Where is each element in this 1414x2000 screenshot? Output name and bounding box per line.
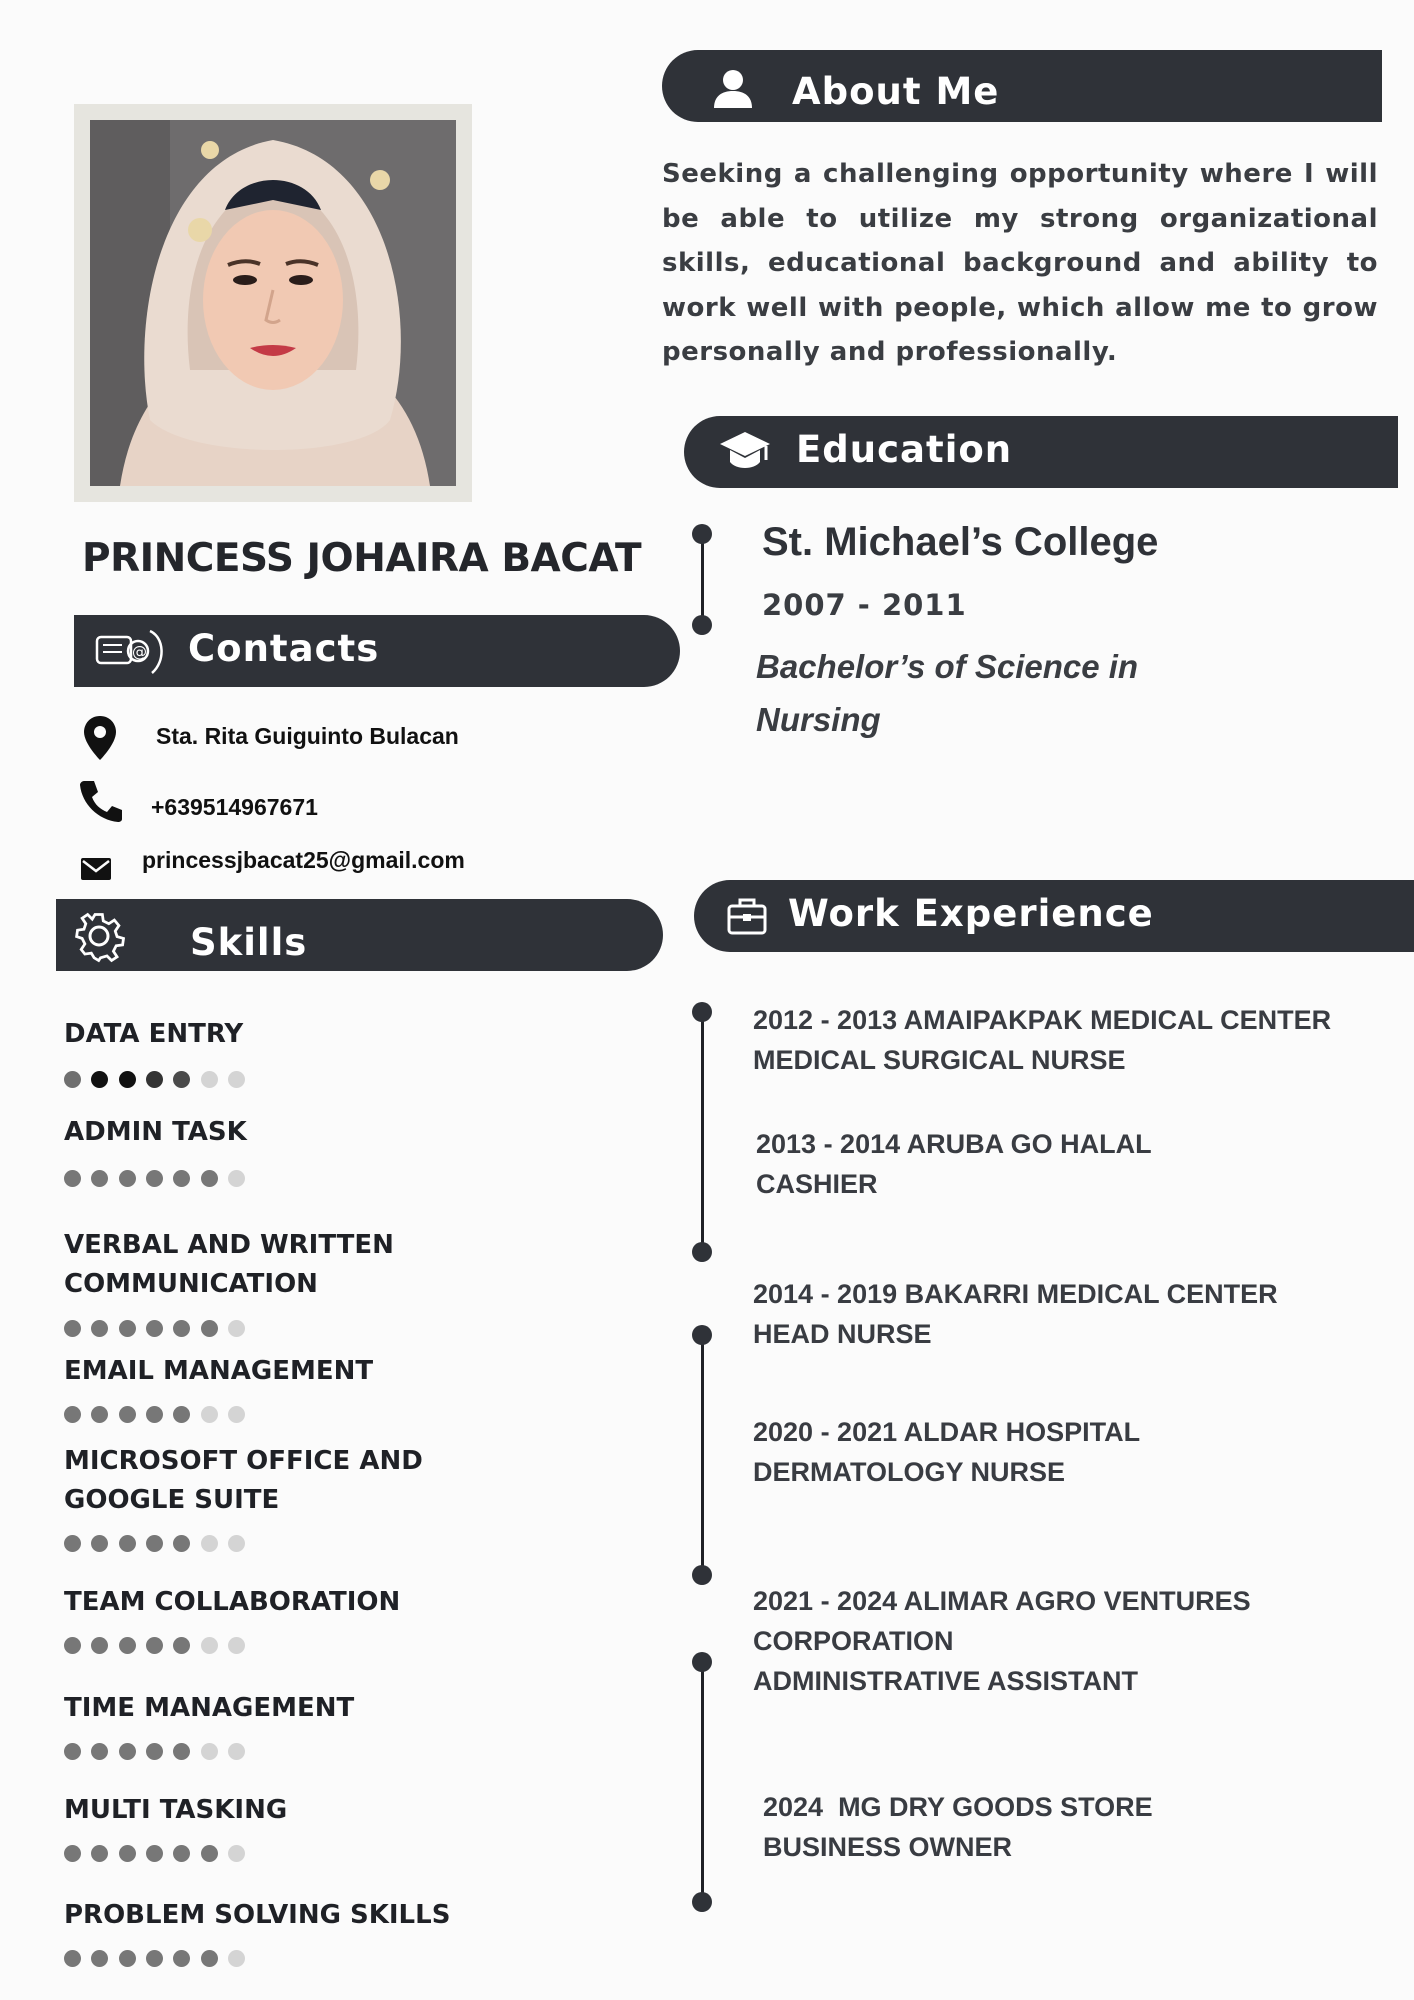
work-entry-line1: 2020 - 2021 ALDAR HOSPITAL <box>753 1417 1141 1447</box>
svg-text:@: @ <box>132 643 147 661</box>
work-entry-line1: 2013 - 2014 ARUBA GO HALAL <box>756 1129 1152 1159</box>
contacts-header <box>74 615 680 687</box>
education-timeline-line <box>701 534 704 626</box>
skill-dot <box>119 1637 136 1654</box>
skill-dot <box>64 1406 81 1423</box>
full-name: PRINCESS JOHAIRA BACAT <box>82 536 642 581</box>
skill-dot <box>91 1320 108 1337</box>
skill-dot <box>119 1071 136 1088</box>
about-text: Seeking a challenging opportunity where I will be able to utilize my strong organizational skills, educational background and ability to work well with people, which allow me to grow personally and professionally. <box>662 159 1378 367</box>
skill-dot <box>64 1845 81 1862</box>
skill-dot <box>201 1170 218 1187</box>
skill-dot <box>64 1170 81 1187</box>
skill-dot <box>173 1406 190 1423</box>
skill-dot <box>119 1743 136 1760</box>
education-title: Education <box>796 428 1013 471</box>
skill-dot <box>91 1637 108 1654</box>
contact-email[interactable]: princessjbacat25@gmail.com <box>142 847 465 873</box>
profile-photo-frame <box>74 104 472 502</box>
skill-dot <box>119 1320 136 1337</box>
work-entry-line2: MEDICAL SURGICAL NURSE <box>753 1045 1126 1075</box>
skill-name: ADMIN TASK <box>64 1117 247 1147</box>
skill-dot <box>146 1406 163 1423</box>
skill-dot <box>91 1950 108 1967</box>
skill-dot <box>91 1406 108 1423</box>
skills-header <box>56 899 663 971</box>
skill-dot <box>64 1535 81 1552</box>
skill-dot <box>173 1743 190 1760</box>
timeline-dot <box>692 1892 712 1912</box>
skill-dot <box>201 1320 218 1337</box>
work-entry-line2: HEAD NURSE <box>753 1319 932 1349</box>
skill-dot <box>64 1743 81 1760</box>
skill-dot <box>146 1950 163 1967</box>
work-entry-line1: 2012 - 2013 AMAIPAKPAK MEDICAL CENTER <box>753 1005 1332 1035</box>
about-header <box>662 50 1382 122</box>
skill-dot <box>119 1170 136 1187</box>
work-entry-line1: 2024 MG DRY GOODS STORE <box>763 1792 1153 1822</box>
skill-name: PROBLEM SOLVING SKILLS <box>64 1900 451 1930</box>
skill-dot <box>146 1170 163 1187</box>
skill-dot <box>228 1637 245 1654</box>
work-entry <box>763 1787 1153 1867</box>
skill-dot <box>228 1845 245 1862</box>
skill-dot <box>228 1535 245 1552</box>
work-entry-line2: CORPORATION <box>753 1626 954 1656</box>
portrait-illustration <box>90 120 456 486</box>
contact-card-icon <box>94 625 168 679</box>
gear-icon <box>72 909 126 963</box>
email-icon <box>80 857 112 881</box>
work-timeline-line <box>701 1012 704 1252</box>
timeline-dot <box>692 1002 712 1022</box>
skill-dot <box>119 1950 136 1967</box>
skill-dot <box>91 1071 108 1088</box>
skill-dot <box>201 1743 218 1760</box>
skills-title: Skills <box>190 921 308 964</box>
skill-dot <box>201 1950 218 1967</box>
work-entry-line1: 2021 - 2024 ALIMAR AGRO VENTURES <box>753 1586 1251 1616</box>
skill-name: DATA ENTRY <box>64 1019 244 1049</box>
work-title: Work Experience <box>788 892 1154 935</box>
skill-dot <box>173 1950 190 1967</box>
education-header <box>684 416 1398 488</box>
skill-dot <box>146 1320 163 1337</box>
education-school: St. Michael’s College <box>762 520 1159 564</box>
phone-icon <box>78 778 124 822</box>
skill-name: TIME MANAGEMENT <box>64 1693 355 1723</box>
skill-name: EMAIL MANAGEMENT <box>64 1356 374 1386</box>
skill-dot <box>119 1406 136 1423</box>
skill-dot <box>228 1406 245 1423</box>
work-entry <box>756 1124 1152 1204</box>
work-entry-line2: DERMATOLOGY NURSE <box>753 1457 1066 1487</box>
skill-dot <box>146 1845 163 1862</box>
skill-dot <box>201 1535 218 1552</box>
contacts-title: Contacts <box>188 627 380 670</box>
work-entry-line2: BUSINESS OWNER <box>763 1832 1013 1862</box>
skill-dot <box>228 1170 245 1187</box>
skill-name: MULTI TASKING <box>64 1795 288 1825</box>
skill-dot <box>173 1637 190 1654</box>
skill-dot <box>64 1950 81 1967</box>
skill-dot <box>91 1845 108 1862</box>
skill-dot <box>201 1637 218 1654</box>
timeline-dot <box>692 1565 712 1585</box>
skill-dot <box>173 1535 190 1552</box>
work-timeline-line <box>701 1335 704 1575</box>
skill-name: TEAM COLLABORATION <box>64 1587 401 1617</box>
work-entry-line3: ADMINISTRATIVE ASSISTANT <box>753 1666 1139 1696</box>
skill-dot <box>64 1637 81 1654</box>
skill-name: MICROSOFT OFFICE AND GOOGLE SUITE <box>64 1446 423 1515</box>
skill-dot <box>228 1950 245 1967</box>
skill-dot <box>173 1071 190 1088</box>
skill-dot <box>64 1071 81 1088</box>
work-entry <box>753 1274 1278 1354</box>
skill-dot <box>201 1406 218 1423</box>
person-icon <box>712 68 754 110</box>
skill-dot <box>173 1320 190 1337</box>
timeline-dot <box>692 1242 712 1262</box>
contact-phone: +639514967671 <box>151 794 318 820</box>
work-entry <box>753 1000 1331 1080</box>
education-years: 2007 - 2011 <box>762 588 967 622</box>
timeline-dot <box>692 524 712 544</box>
education-degree: Bachelor’s of Science in Nursing <box>756 648 1139 738</box>
skill-dot <box>173 1170 190 1187</box>
skill-dot <box>228 1743 245 1760</box>
skill-dot <box>119 1845 136 1862</box>
skill-dot <box>64 1320 81 1337</box>
profile-photo <box>90 120 456 486</box>
work-entry-line1: 2014 - 2019 BAKARRI MEDICAL CENTER <box>753 1279 1278 1309</box>
about-title: About Me <box>792 70 1000 113</box>
contact-address: Sta. Rita Guiguinto Bulacan <box>156 723 459 749</box>
skill-dot <box>146 1071 163 1088</box>
location-pin-icon <box>82 714 118 762</box>
work-entry-line2: CASHIER <box>756 1169 878 1199</box>
skill-dot <box>228 1320 245 1337</box>
skill-dot <box>91 1535 108 1552</box>
skill-dot <box>228 1071 245 1088</box>
graduation-cap-icon <box>718 430 772 474</box>
skill-dot <box>173 1845 190 1862</box>
work-header <box>694 880 1414 952</box>
skill-dot <box>146 1743 163 1760</box>
work-entry <box>753 1412 1140 1492</box>
work-entry <box>753 1581 1251 1701</box>
skill-dot <box>201 1071 218 1088</box>
work-timeline-line <box>701 1662 704 1902</box>
briefcase-icon <box>726 896 768 936</box>
skill-dot <box>119 1535 136 1552</box>
skill-dot <box>201 1845 218 1862</box>
skill-name: VERBAL AND WRITTEN COMMUNICATION <box>64 1230 394 1299</box>
skill-dot <box>146 1535 163 1552</box>
timeline-dot <box>692 615 712 635</box>
skill-dot <box>146 1637 163 1654</box>
skill-dot <box>91 1170 108 1187</box>
timeline-dot <box>692 1325 712 1345</box>
skill-dot <box>91 1743 108 1760</box>
timeline-dot <box>692 1652 712 1672</box>
